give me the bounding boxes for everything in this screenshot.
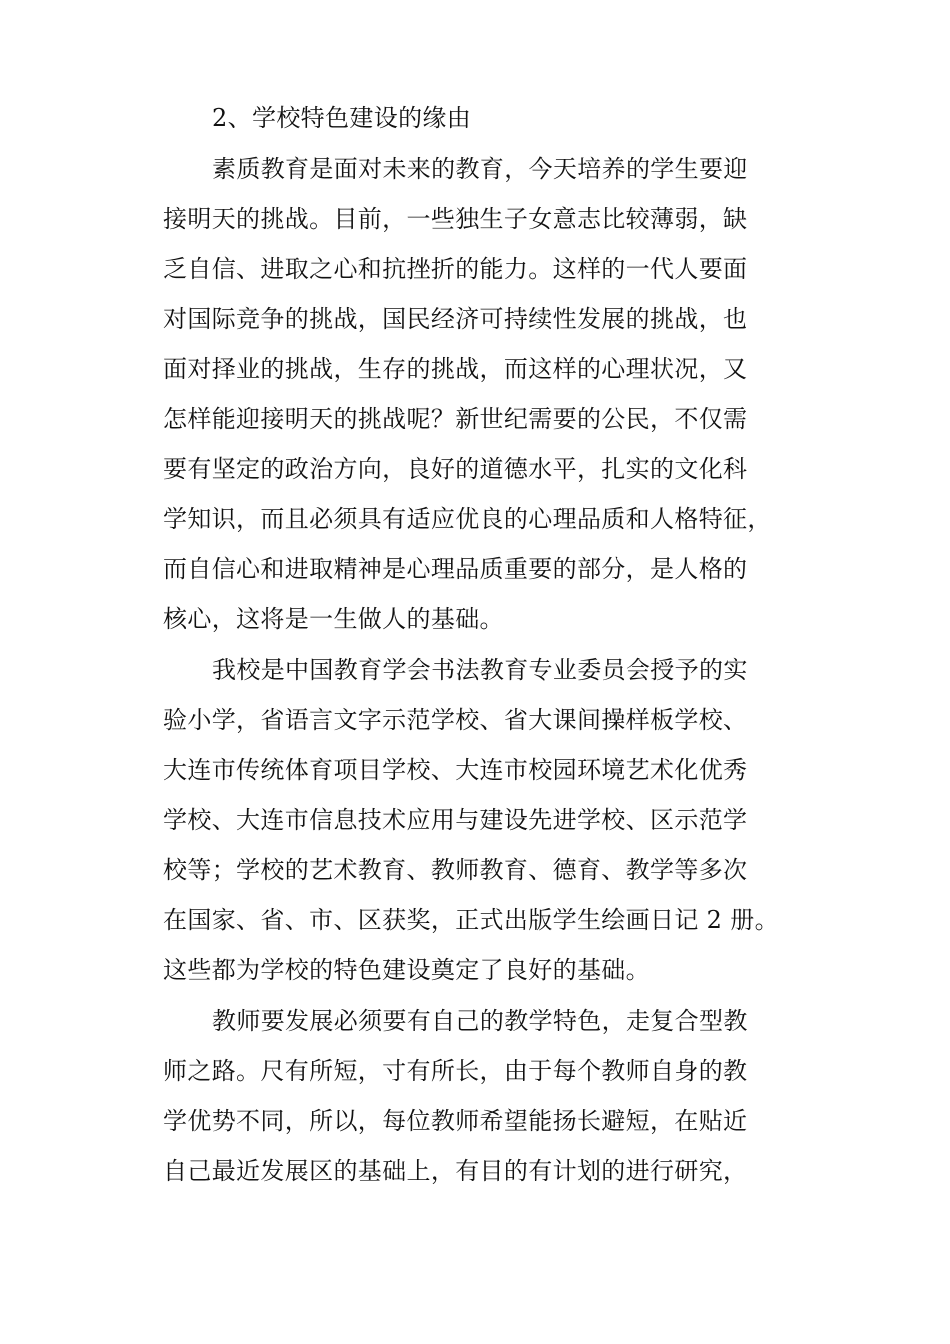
paragraph-2-line-6: 在国家、省、市、区获奖，正式出版学生绘画日记 2 册。 — [163, 906, 779, 934]
paragraph-1-line-2: 接明天的挑战。目前，一些独生子女意志比较薄弱，缺 — [163, 205, 748, 233]
paragraph-2-line-1: 我校是中国教育学会书法教育专业委员会授予的实 — [212, 656, 748, 684]
paragraph-1-line-10: 核心，这将是一生做人的基础。 — [163, 605, 504, 633]
paragraph-1-line-3: 乏自信、进取之心和抗挫折的能力。这样的一代人要面 — [163, 255, 748, 283]
paragraph-2-line-5: 校等；学校的艺术教育、教师教育、德育、教学等多次 — [163, 856, 748, 884]
paragraph-3-line-1: 教师要发展必须要有自己的教学特色，走复合型教 — [212, 1007, 748, 1035]
paragraph-1-line-9: 而自信心和进取精神是心理品质重要的部分，是人格的 — [163, 555, 748, 583]
paragraph-1-line-5: 面对择业的挑战，生存的挑战，而这样的心理状况，又 — [163, 355, 748, 383]
paragraph-1-line-6: 怎样能迎接明天的挑战呢？新世纪需要的公民，不仅需 — [163, 405, 748, 433]
paragraph-2-line-3: 大连市传统体育项目学校、大连市校园环境艺术化优秀 — [163, 756, 748, 784]
paragraph-3-line-2: 师之路。尺有所短，寸有所长，由于每个教师自身的教 — [163, 1057, 748, 1085]
paragraph-1-line-8: 学知识，而且必须具有适应优良的心理品质和人格特征， — [163, 505, 772, 533]
paragraph-2-line-2: 验小学，省语言文字示范学校、省大课间操样板学校、 — [163, 706, 748, 734]
paragraph-1-line-1: 素质教育是面对未来的教育，今天培养的学生要迎 — [212, 155, 748, 183]
paragraph-3-line-4: 自己最近发展区的基础上，有目的有计划的进行研究， — [163, 1157, 748, 1185]
paragraph-1-line-4: 对国际竞争的挑战，国民经济可持续性发展的挑战，也 — [163, 305, 748, 333]
paragraph-2-line-4: 学校、大连市信息技术应用与建设先进学校、区示范学 — [163, 806, 748, 834]
paragraph-1-line-7: 要有坚定的政治方向，良好的道德水平，扎实的文化科 — [163, 455, 748, 483]
section-heading: 2、学校特色建设的缘由 — [212, 104, 472, 132]
paragraph-2-line-7: 这些都为学校的特色建设奠定了良好的基础。 — [163, 956, 650, 984]
paragraph-3-line-3: 学优势不同，所以，每位教师希望能扬长避短，在贴近 — [163, 1107, 748, 1135]
